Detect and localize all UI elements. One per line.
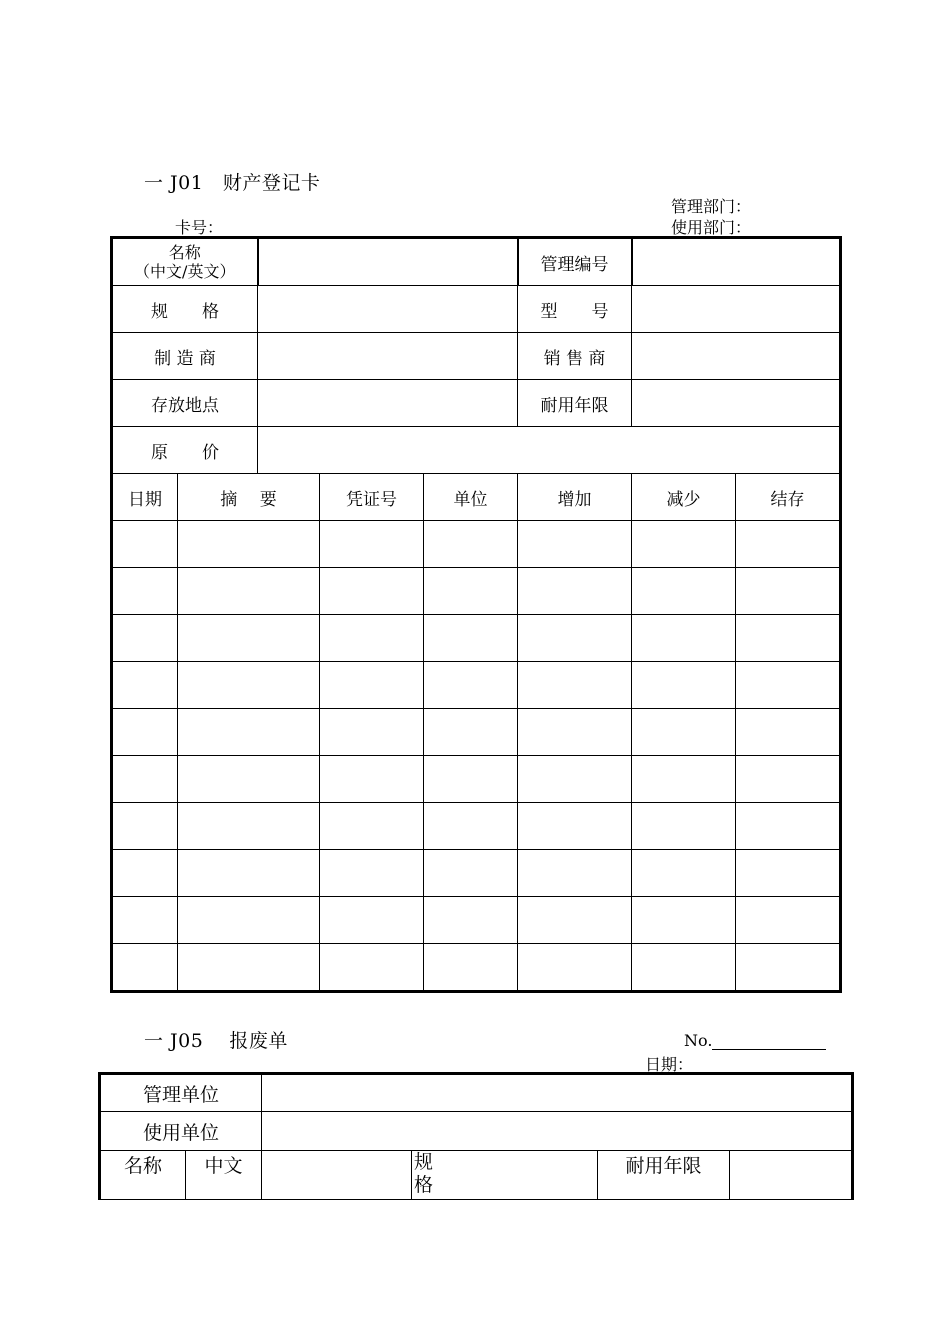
- ledger-header-increase: 增加: [518, 474, 632, 521]
- location-value[interactable]: [258, 380, 518, 427]
- ledger-cell-increase[interactable]: [518, 756, 632, 803]
- ledger-cell-decrease[interactable]: [632, 615, 736, 662]
- ledger-cell-voucher[interactable]: [320, 709, 424, 756]
- ledger-cell-balance[interactable]: [736, 568, 841, 615]
- ledger-row: [112, 897, 841, 944]
- ledger-cell-increase[interactable]: [518, 897, 632, 944]
- spec-label: 规 格: [112, 286, 258, 333]
- ledger-header-balance: 结存: [736, 474, 841, 521]
- scrap-spec-char-1: 规: [414, 1151, 434, 1173]
- ledger-header-date: 日期: [112, 474, 178, 521]
- scrap-spec-cell[interactable]: [412, 1151, 598, 1200]
- ledger-body: [112, 521, 841, 992]
- ledger-cell-unit[interactable]: [424, 521, 518, 568]
- ledger-cell-voucher[interactable]: [320, 615, 424, 662]
- service-life-label: 耐用年限: [518, 380, 632, 427]
- scrap-no-label: No.: [684, 1031, 713, 1050]
- ledger-cell-voucher[interactable]: [320, 568, 424, 615]
- ledger-cell-date[interactable]: [112, 662, 178, 709]
- ledger-header-unit: 单位: [424, 474, 518, 521]
- scrap-no: [684, 1031, 826, 1050]
- price-value[interactable]: [258, 427, 841, 474]
- scrap-spec-label: [414, 1151, 434, 1197]
- scrap-no-field[interactable]: [712, 1033, 826, 1050]
- ledger-cell-decrease[interactable]: [632, 521, 736, 568]
- scrap-date-label: 日期：: [645, 1055, 694, 1074]
- model-label: 型 号: [518, 286, 632, 333]
- ledger-cell-summary[interactable]: [178, 615, 320, 662]
- ledger-cell-decrease[interactable]: [632, 709, 736, 756]
- spec-value[interactable]: [258, 286, 518, 333]
- mgmt-no-value[interactable]: [632, 238, 841, 286]
- ledger-cell-summary[interactable]: [178, 568, 320, 615]
- ledger-cell-decrease[interactable]: [632, 897, 736, 944]
- ledger-cell-decrease[interactable]: [632, 662, 736, 709]
- name-label: 名称: [168, 243, 201, 262]
- ledger-cell-increase[interactable]: [518, 709, 632, 756]
- ledger-cell-date[interactable]: [112, 615, 178, 662]
- ledger-cell-voucher[interactable]: [320, 850, 424, 897]
- ledger-header-voucher: 凭证号: [320, 474, 424, 521]
- ledger-cell-voucher[interactable]: [320, 803, 424, 850]
- use-unit-value[interactable]: [262, 1112, 853, 1151]
- ledger-cell-increase[interactable]: [518, 803, 632, 850]
- scrap-service-life-label: 耐用年限: [598, 1151, 730, 1200]
- ledger-cell-voucher[interactable]: [320, 662, 424, 709]
- price-label: 原 价: [112, 427, 258, 474]
- card-no-label: 卡号：: [175, 218, 224, 237]
- model-value[interactable]: [632, 286, 841, 333]
- ledger-cell-unit[interactable]: [424, 850, 518, 897]
- ledger-cell-increase[interactable]: [518, 568, 632, 615]
- ledger-cell-voucher[interactable]: [320, 897, 424, 944]
- scrap-spec-char-2: 格: [414, 1174, 434, 1196]
- ledger-row: [112, 709, 841, 756]
- name-label-sub: （中文/英文）: [134, 262, 236, 281]
- ledger-cell-balance[interactable]: [736, 756, 841, 803]
- property-register-table: [110, 236, 842, 993]
- ledger-cell-balance[interactable]: [736, 615, 841, 662]
- ledger-header-summary: 摘 要: [178, 474, 320, 521]
- scrap-name-label: 名称: [100, 1151, 186, 1200]
- ledger-cell-increase[interactable]: [518, 850, 632, 897]
- ledger-cell-summary[interactable]: [178, 709, 320, 756]
- manufacturer-label: 制 造 商: [112, 333, 258, 380]
- ledger-cell-voucher[interactable]: [320, 944, 424, 992]
- ledger-cell-date[interactable]: [112, 709, 178, 756]
- manufacturer-value[interactable]: [258, 333, 518, 380]
- ledger-cell-unit[interactable]: [424, 756, 518, 803]
- ledger-cell-date[interactable]: [112, 521, 178, 568]
- ledger-cell-summary[interactable]: [178, 944, 320, 992]
- scrap-form-table: [98, 1072, 854, 1200]
- ledger-cell-balance[interactable]: [736, 850, 841, 897]
- ledger-cell-decrease[interactable]: [632, 756, 736, 803]
- scrap-chinese-label: 中文: [186, 1151, 262, 1200]
- ledger-cell-decrease[interactable]: [632, 803, 736, 850]
- ledger-row: [112, 521, 841, 568]
- ledger-cell-decrease[interactable]: [632, 944, 736, 992]
- ledger-cell-date[interactable]: [112, 897, 178, 944]
- ledger-cell-date[interactable]: [112, 944, 178, 992]
- service-life-value[interactable]: [632, 380, 841, 427]
- ledger-cell-voucher[interactable]: [320, 521, 424, 568]
- scrap-service-life-value[interactable]: [730, 1151, 853, 1200]
- ledger-cell-unit[interactable]: [424, 568, 518, 615]
- ledger-cell-date[interactable]: [112, 850, 178, 897]
- scrap-name-value[interactable]: [262, 1151, 412, 1200]
- ledger-cell-date[interactable]: [112, 568, 178, 615]
- ledger-cell-summary[interactable]: [178, 756, 320, 803]
- card-no: [175, 215, 329, 238]
- ledger-row: [112, 803, 841, 850]
- form2-title: 一 J05 报废单: [144, 1030, 288, 1052]
- ledger-cell-summary[interactable]: [178, 521, 320, 568]
- ledger-row: [112, 850, 841, 897]
- mgmt-unit-value[interactable]: [262, 1074, 853, 1112]
- name-label-cell: [112, 238, 258, 286]
- ledger-cell-balance[interactable]: [736, 662, 841, 709]
- ledger-cell-balance[interactable]: [736, 944, 841, 992]
- ledger-cell-unit[interactable]: [424, 709, 518, 756]
- ledger-row: [112, 568, 841, 615]
- ledger-cell-summary[interactable]: [178, 662, 320, 709]
- ledger-cell-balance[interactable]: [736, 709, 841, 756]
- mgmt-no-label: 管理编号: [518, 238, 632, 286]
- ledger-cell-summary[interactable]: [178, 897, 320, 944]
- ledger-cell-voucher[interactable]: [320, 756, 424, 803]
- ledger-cell-summary[interactable]: [178, 850, 320, 897]
- mgmt-unit-label: 管理单位: [100, 1074, 262, 1112]
- location-label: 存放地点: [112, 380, 258, 427]
- ledger-cell-decrease[interactable]: [632, 568, 736, 615]
- ledger-cell-increase[interactable]: [518, 615, 632, 662]
- ledger-cell-unit[interactable]: [424, 615, 518, 662]
- ledger-cell-unit[interactable]: [424, 662, 518, 709]
- ledger-row: [112, 756, 841, 803]
- ledger-header-row: [112, 474, 841, 521]
- ledger-cell-unit[interactable]: [424, 803, 518, 850]
- ledger-cell-balance[interactable]: [736, 803, 841, 850]
- ledger-cell-decrease[interactable]: [632, 850, 736, 897]
- ledger-cell-increase[interactable]: [518, 521, 632, 568]
- use-unit-label: 使用单位: [100, 1112, 262, 1151]
- ledger-cell-increase[interactable]: [518, 662, 632, 709]
- ledger-cell-unit[interactable]: [424, 944, 518, 992]
- ledger-row: [112, 662, 841, 709]
- ledger-cell-summary[interactable]: [178, 803, 320, 850]
- ledger-cell-increase[interactable]: [518, 944, 632, 992]
- seller-label: 销 售 商: [518, 333, 632, 380]
- ledger-row: [112, 615, 841, 662]
- seller-value[interactable]: [632, 333, 841, 380]
- name-value[interactable]: [258, 238, 518, 286]
- ledger-cell-balance[interactable]: [736, 897, 841, 944]
- form1-title: 一 J01 财产登记卡: [144, 172, 321, 194]
- ledger-cell-date[interactable]: [112, 803, 178, 850]
- ledger-cell-date[interactable]: [112, 756, 178, 803]
- use-dept-label: 使用部门：: [671, 218, 752, 237]
- ledger-header-decrease: 减少: [632, 474, 736, 521]
- mgmt-dept-label: 管理部门：: [671, 197, 752, 216]
- ledger-row: [112, 944, 841, 992]
- ledger-cell-balance[interactable]: [736, 521, 841, 568]
- ledger-cell-unit[interactable]: [424, 897, 518, 944]
